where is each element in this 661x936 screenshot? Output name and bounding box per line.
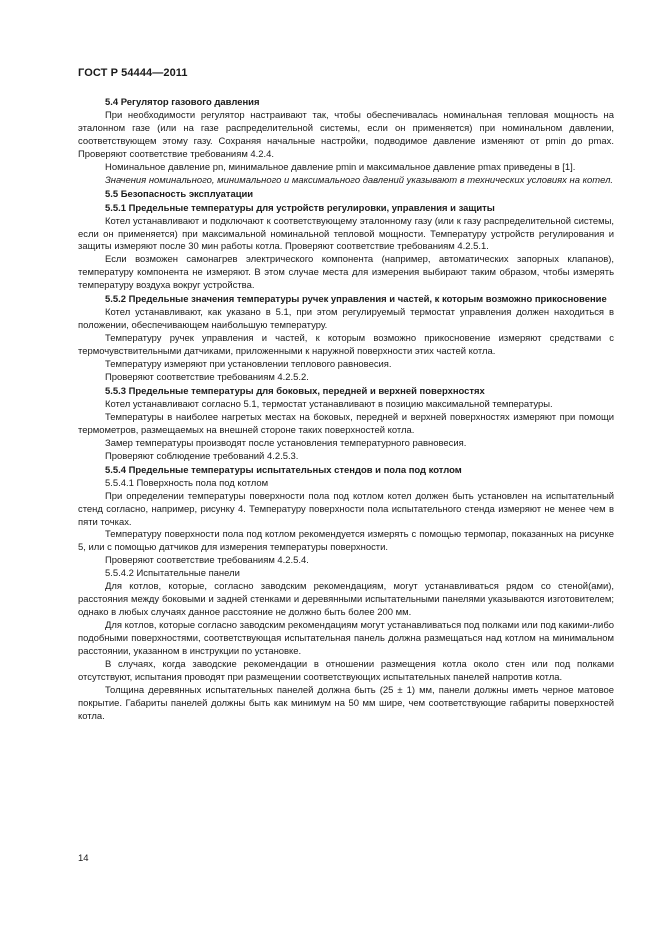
paragraph: Замер температуры производят после установления температурного равновесия. [105, 437, 467, 449]
paragraph: Проверяют соответствие требованиям 4.2.5.4. [105, 555, 309, 567]
paragraph: Если возможен самонагрев электрического компонента (например, автоматических запорных клапанов), температуру компонента не измеряют. В этом случае места для измерения выбирают таким образом, чтобы измерять температуру воздуха вокруг устройства. [78, 254, 614, 292]
paragraph: Котел устанавливают согласно 5.1, термостат устанавливают в позицию максимальной температуры. [105, 398, 553, 410]
paragraph: Для котлов, которые, согласно заводским рекомендациям, могут устанавливаться рядом со стеной(ами), расстояния между боковыми и задней стенками и деревянными испытательными панелями указываются изготовителем; однако в любых случаях данное расстояние не должно быть более 200 мм. [78, 581, 614, 619]
paragraph: Температуру измеряют при установлении теплового равновесия. [105, 359, 392, 371]
subsection-heading: 5.5.4 Предельные температуры испытательных стендов и пола под котлом [105, 464, 462, 476]
paragraph: Температуру ручек управления и частей, к которым возможно прикосновение измеряют средствами с термочувствительными датчиками, приложенными к наружной поверхности этих частей котла. [78, 333, 614, 358]
clause-heading: 5.5.4.2 Испытательные панели [105, 568, 240, 580]
subsection-heading: 5.5.2 Предельные значения температуры ручек управления и частей, к которым возможно прикосновение [105, 294, 607, 306]
paragraph: Для котлов, которые согласно заводским рекомендациям могут устанавливаться под полками или под какими-либо подобными поверхностями, соответствующая испытательная панель должна размещаться над котлом на минимальном расстоянии, указанном в инструкции по установке. [78, 620, 614, 658]
section-heading: 5.4 Регулятор газового давления [105, 97, 260, 108]
paragraph: При необходимости регулятор настраивают так, чтобы обеспечивалась номинальная тепловая мощность на эталонном газе (или на газе распределительной системы, если он применяется) при номинальном давлении, соответствующем этому газу. Сохраняя начальные настройки, подводимое давление изменяют от pmin до pmax. Проверяют соответствие требованиям 4.2.4. [78, 109, 614, 160]
subsection-heading: 5.5.1 Предельные температуры для устройств регулировки, управления и защиты [105, 202, 495, 214]
paragraph: При определении температуры поверхности пола под котлом котел должен быть установлен на испытательный стенд согласно, например, рисунку 4. Температуру поверхности пола испытательного стенда измеряют не менее чем в пяти точках. [78, 490, 614, 528]
paragraph: Котел устанавливают и подключают к соответствующему эталонному газу (или к газу распределительной системы, если он применяется) при максимальной номинальной тепловой мощности. Температуру устройств регулирования и защиты измеряют после 30 мин работы котла. Проверяют соответствие требованиям 4.2.5.1. [78, 215, 614, 253]
paragraph: Температуры в наиболее нагретых местах на боковых, передней и верхней поверхностях измеряют при помощи термометров, размещаемых на внешней стороне таких поверхностей котла. [78, 411, 614, 436]
paragraph: Проверяют соблюдение требований 4.2.5.3. [105, 450, 299, 462]
paragraph: Номинальное давление pn, минимальное давление pmin и максимальное давление pmax приведены в [1]. [105, 161, 576, 173]
clause-heading: 5.5.4.1 Поверхность пола под котлом [105, 477, 269, 489]
paragraph: Температуру поверхности пола под котлом рекомендуется измерять с помощью термопар, показанных на рисунке 5, или с помощью датчиков для измерения температуры поверхности. [78, 529, 614, 554]
note-paragraph: Значения номинального, минимального и максимального давлений указывают в технических условиях на котел. [105, 174, 614, 186]
subsection-heading: 5.5.3 Предельные температуры для боковых, передней и верхней поверхностях [105, 385, 485, 397]
paragraph: В случаях, когда заводские рекомендации в отношении размещения котла около стен или под полками отсутствуют, испытания проводят при размещении соответствующих испытательных панелей напротив котла. [78, 658, 614, 683]
page-number: 14 [78, 853, 89, 864]
paragraph: Проверяют соответствие требованиям 4.2.5.2. [105, 372, 309, 384]
section-heading: 5.5 Безопасность эксплуатации [105, 188, 254, 200]
paragraph: Котел устанавливают, как указано в 5.1, при этом регулируемый термостат управления должен находиться в положении, обеспечивающем наибольшую температуру. [78, 307, 614, 332]
document-header: ГОСТ Р 54444—2011 [78, 67, 188, 79]
paragraph: Толщина деревянных испытательных панелей должна быть (25 ± 1) мм, панели должны иметь черное матовое покрытие. Габариты панелей должны быть как минимум на 50 мм шире, чем соответствующие габариты поверхностей котла. [78, 684, 614, 722]
document-body [78, 96, 614, 724]
